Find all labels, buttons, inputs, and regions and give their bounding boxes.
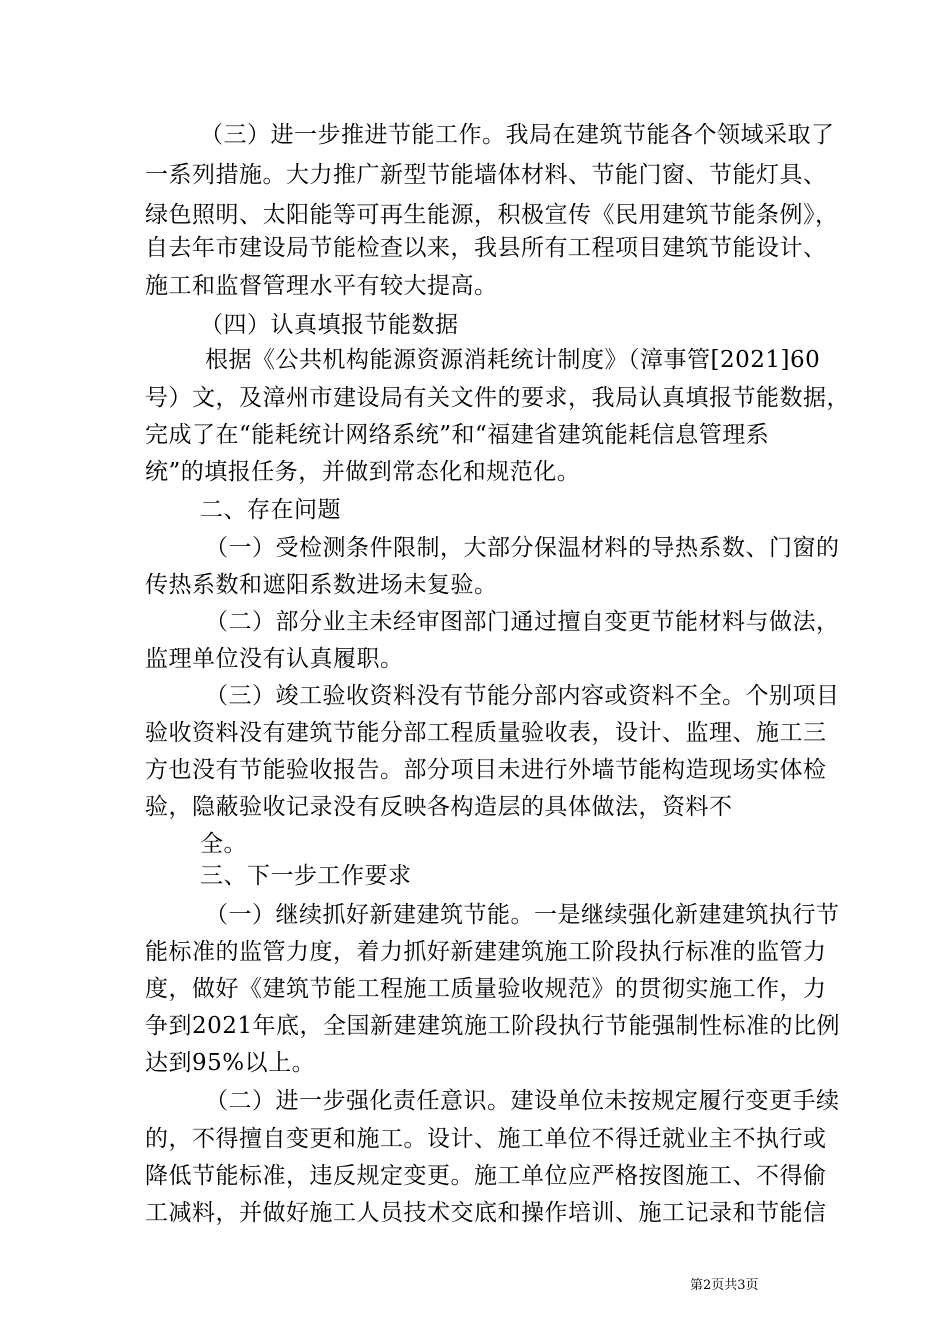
paragraph-line: 验收资料没有建筑节能分部工程质量验收表，设计、监理、施工三 [145, 720, 827, 746]
paragraph-line: （二）部分业主未经审图部门通过擅自变更节能材料与做法， [205, 609, 840, 635]
paragraph-line: （一）受检测条件限制，大部分保温材料的导热系数、门窗的 [205, 535, 840, 561]
paragraph-line: （三）进一步推进节能工作。我局在建筑节能各个领域采取了 [200, 122, 835, 148]
paragraph-line: 一系列措施。大力推广新型节能墙体材料、节能门窗、节能灯具、 [145, 162, 827, 188]
paragraph-line: 度，做好《建筑节能工程施工质量验收规范》的贯彻实施工作，力 [145, 976, 827, 1002]
page-number: 第2页共3页 [690, 1278, 759, 1293]
paragraph-line: 争到2021年底，全国新建建筑施工阶段执行节能强制性标准的比例 [145, 1013, 841, 1039]
section-heading: （四）认真填报节能数据 [200, 312, 459, 338]
paragraph-line: 施工和监督管理水平有较大提高。 [145, 273, 498, 299]
paragraph-line: （一）继续抓好新建建筑节能。一是继续强化新建建筑执行节 [205, 902, 840, 928]
section-heading: 三、下一步工作要求 [200, 863, 412, 889]
paragraph-line: 达到95%以上。 [145, 1050, 316, 1076]
paragraph-line: 统”的填报任务，并做到常态化和规范化。 [145, 459, 581, 485]
paragraph-line: 根据《公共机构能源资源消耗统计制度》（漳事管[2021]60 [205, 347, 821, 373]
paragraph-line: 号）文，及漳州市建设局有关文件的要求，我局认真填报节能数据， [145, 385, 850, 411]
paragraph-line: 全。 [200, 831, 247, 857]
paragraph-line: 完成了在“能耗统计网络系统”和“福建省建筑能耗信息管理系 [145, 422, 770, 448]
paragraph-line: 工减料，并做好施工人员技术交底和操作培训、施工记录和节能信 [145, 1200, 827, 1226]
paragraph-line: 方也没有节能验收报告。部分项目未进行外墙节能构造现场实体检 [145, 757, 827, 783]
paragraph-line: 绿色照明、太阳能等可再生能源，积极宣传《民用建筑节能条例》， [145, 202, 839, 228]
paragraph-line: 自去年市建设局节能检查以来，我县所有工程项目建筑节能设计、 [145, 235, 827, 261]
paragraph-line: 监理单位没有认真履职。 [145, 646, 404, 672]
paragraph-line: 传热系数和遮阳系数进场未复验。 [145, 572, 498, 598]
section-heading: 二、存在问题 [200, 497, 341, 523]
paragraph-line: （三）竣工验收资料没有节能分部内容或资料不全。个别项目 [205, 683, 840, 709]
paragraph-line: 验，隐蔽验收记录没有反映各构造层的具体做法，资料不 [145, 794, 733, 820]
paragraph-line: 能标准的监管力度，着力抓好新建建筑施工阶段执行标准的监管力 [145, 939, 827, 965]
paragraph-line: 降低节能标准，违反规定变更。施工单位应严格按图施工、不得偷 [145, 1163, 827, 1189]
paragraph-line: （二）进一步强化责任意识。建设单位未按规定履行变更手续 [205, 1088, 840, 1114]
paragraph-line: 的，不得擅自变更和施工。设计、施工单位不得迁就业主不执行或 [145, 1126, 827, 1152]
